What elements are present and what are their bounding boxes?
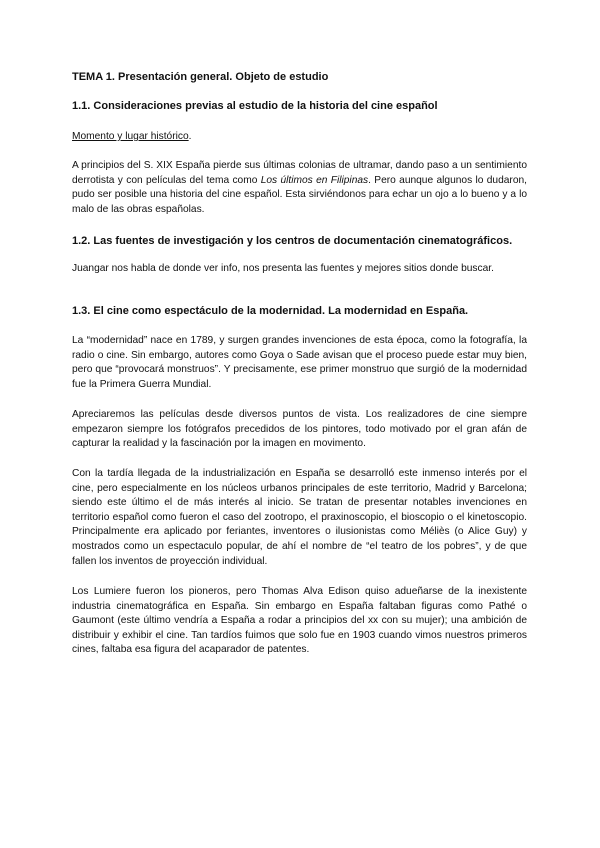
paragraph-text-start: A principios del S. XIX España pierde sus últimas colonias de ultramar, dando paso a un sentimiento derrotista y con películas del tema como [72, 160, 527, 186]
document-title: TEMA 1. Presentación general. Objeto de estudio [72, 71, 329, 83]
subheading-momento [72, 130, 527, 145]
paragraph-1-1 [72, 159, 527, 217]
section-heading-1-1: 1.1. Consideraciones previas al estudio de la historia del cine español [72, 100, 438, 112]
paragraph-industrializacion: Con la tardía llegada de la industrialización en España se desarrolló este inmenso interés por el cine, pero especialmente en los núcleos urbanos principales de este territorio, Madrid y Barcelona; siendo este último el de más interés al inicio. Se tratan de presentar notables invenciones en territorio español como fueron el caso del zootropo, el praxinoscopio, el bioscopio o el kinetoscopio. Principalmente era aplicado por feriantes, inventores o ilusionistas como Méliès (o Alice Guy) y mostrados como un espectaculo popular, de ahí el nombre de “el teatro de los pobres”, y de que fallen los inventos de proyección individual. [72, 468, 527, 567]
subheading-period: . [188, 131, 192, 142]
section-heading-1-2: 1.2. Las fuentes de investigación y los centros de documentación cinematográficos. [72, 235, 513, 247]
paragraph-lumiere: Los Lumiere fueron los pioneros, pero Thomas Alva Edison quiso adueñarse de la inexistente industria cinematográfica en España. Sin embargo en España faltaban figuras como Pathé o Gaumont (este último vendría a España a rodar a principios del xx con su mujer); una ambición de distribuir y exhibir el cine. Tan tardíos fuimos que solo fue en 1903 cuando vimos nuestros primeros cines, faltaba esa figura del acaparador de patentes. [72, 586, 527, 656]
section-heading-1-3: 1.3. El cine como espectáculo de la modernidad. La modernidad en España. [72, 305, 469, 317]
paragraph-puntos-de-vista: Apreciaremos las películas desde diversos puntos de vista. Los realizadores de cine siempre empezaron siempre los fotógrafos precedidos de los pintores, todo motivado por el gran afán de capturar la realidad y la fascinación por la imagen en movimento. [72, 409, 527, 450]
paragraph-modernidad: La “modernidad” nace en 1789, y surgen grandes invenciones de esta época, como la fotografía, la radio o cine. Sin embargo, autores como Goya o Sade avisan que el proceso puede estar muy bien, pero que “provocará monstruos”. Y precisamente, ese primer monstruo que surgió de la modernidad fue la Primera Guerra Mundial. [72, 335, 527, 390]
subheading-underlined: Momento y lugar histórico [72, 131, 189, 142]
paragraph-text-end: . Pero aunque algunos lo dudaron, pudo ser posible una historia del cine español. Esta sirviéndonos para echar un ojo a lo bueno y a lo malo de las obras españolas. [72, 174, 527, 215]
film-title-italic: Los últimos en Filipinas [260, 174, 369, 186]
paragraph-1-2: Juangar nos habla de donde ver info, nos presenta las fuentes y mejores sitios donde buscar. [72, 263, 494, 274]
